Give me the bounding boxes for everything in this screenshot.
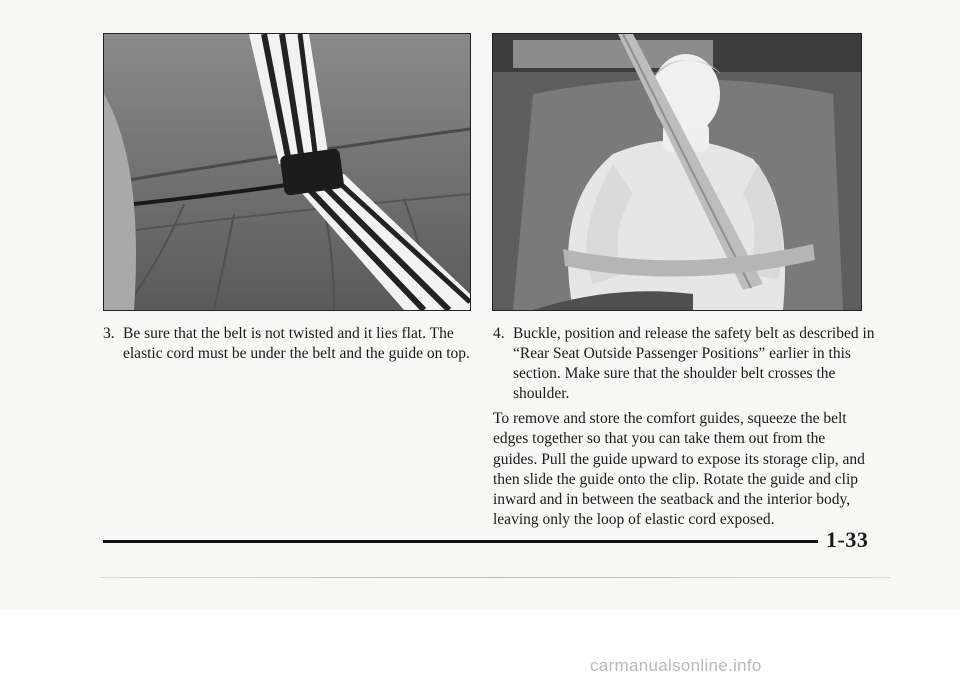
step-4-text: Buckle, position and release the safety belt as described in “Rear Seat Outside Passenger Positions” earlier in this section. Make sure that the shoulder belt crosses the shoulder. bbox=[513, 325, 875, 402]
page-number: 1-33 bbox=[826, 527, 869, 552]
belt-comfort-guide-illustration bbox=[103, 33, 471, 311]
step-3-text: Be sure that the belt is not twisted and it lies flat. The elastic cord must be under the belt and the guide on top. bbox=[123, 325, 470, 362]
footer-rule bbox=[103, 540, 818, 543]
comfort-guide-storage-paragraph: To remove and store the comfort guides, squeeze the belt edges together so that you can take them out from the guides. Pull the guide upward to expose its storage clip, and then slide the guide onto the clip. Rotate the guide and clip inward and in between the seatback and the interior body, leaving only the loop of elastic cord exposed. bbox=[493, 410, 865, 529]
page-bottom-divider bbox=[100, 577, 890, 578]
step-4 bbox=[493, 324, 893, 404]
step-3 bbox=[103, 324, 493, 364]
step-4-number: 4. bbox=[493, 325, 505, 342]
step-3-number: 3. bbox=[103, 325, 115, 342]
child-belted-illustration bbox=[492, 33, 862, 311]
watermark: carmanualsonline.info bbox=[590, 656, 762, 675]
